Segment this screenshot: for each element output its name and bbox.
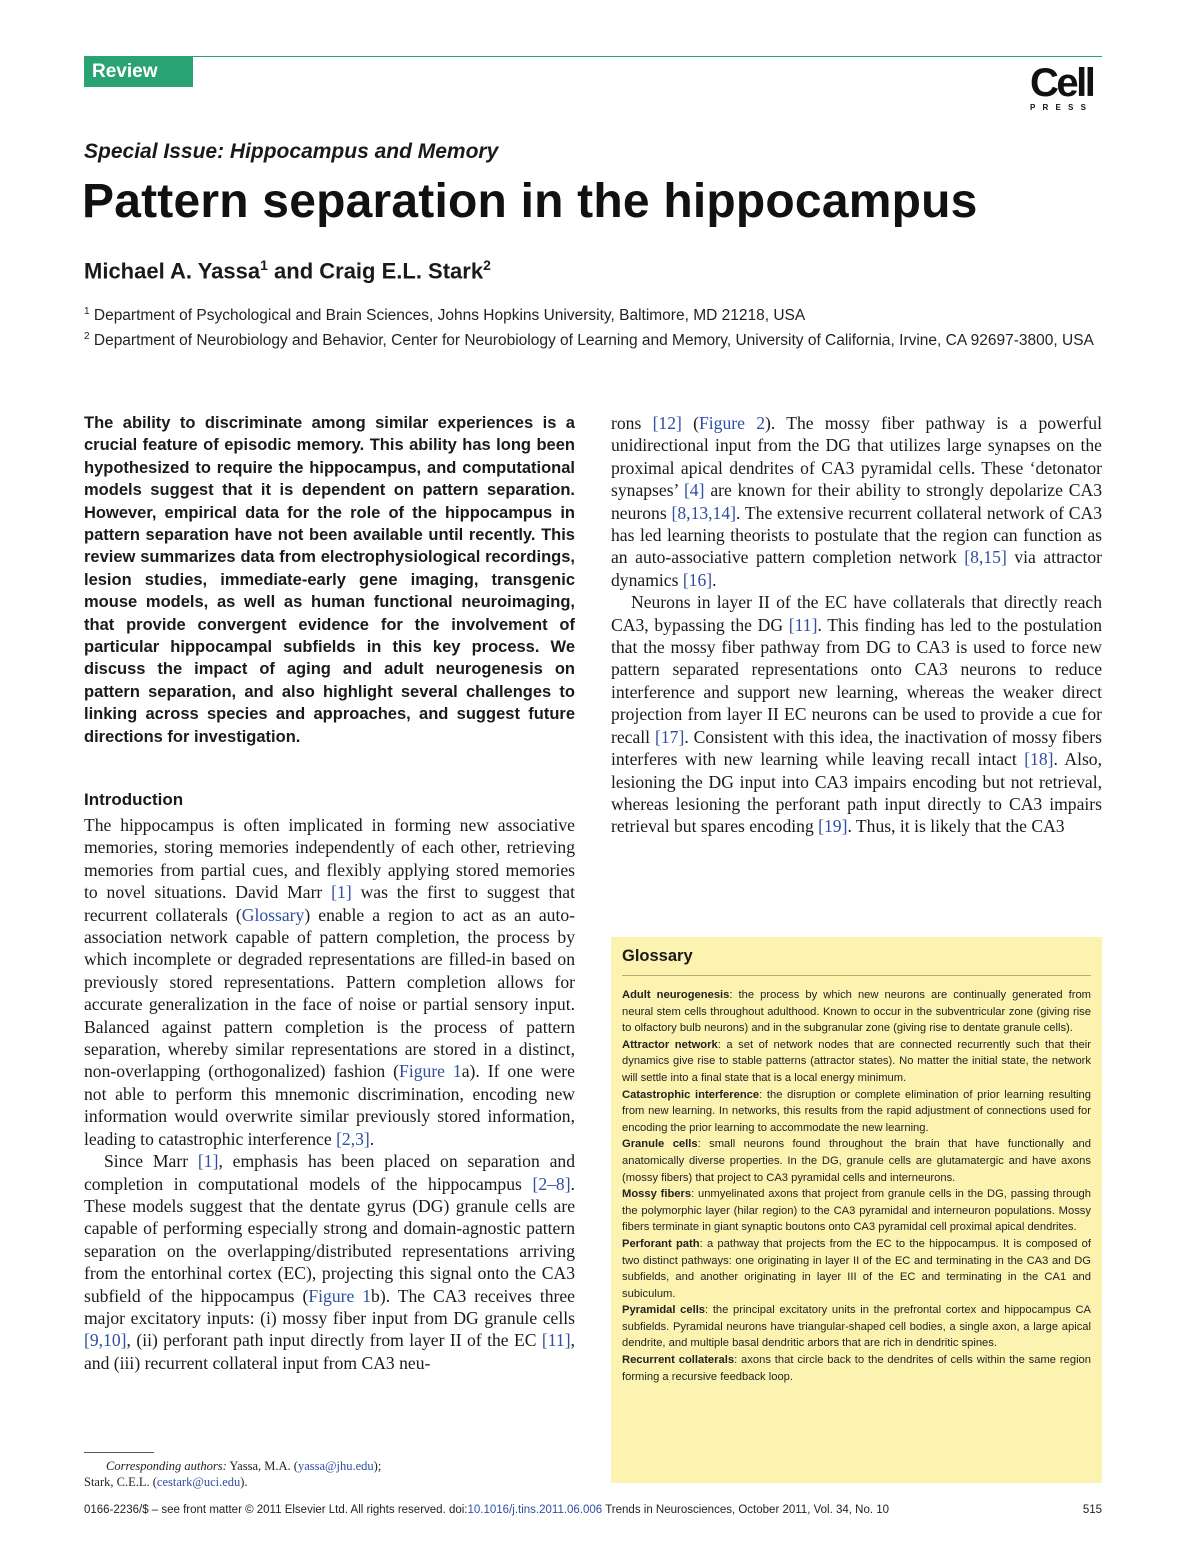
author-affil-mark: 2 (483, 257, 491, 273)
header-rule (84, 56, 1102, 57)
glossary-term: Catastrophic interference (622, 1088, 760, 1101)
glossary-definition: : the process by which new neurons are continually generated from neural stem cells throughout adulthood. Known to occur in the subventricular zone (giving rise to olfactory bulb neurons) and in the subgranular zone (giving rise to dentate granule cells). (622, 989, 1091, 1035)
footnote-label: Corresponding authors: (106, 1459, 227, 1473)
affiliation-mark: 2 (84, 330, 90, 342)
author-conjunction: and (267, 258, 320, 284)
author-line (84, 257, 491, 284)
section-heading-introduction: Introduction (84, 790, 184, 809)
glossary-term: Granule cells (622, 1138, 698, 1151)
glossary-term: Recurrent collaterals (622, 1354, 735, 1367)
glossary-definition: : a set of network nodes that are connected recurrently such that their dynamics give rise to stable patterns (attractor states). No matter the initial state, the network will settle into a final state that is a local energy minimum. (622, 1038, 1091, 1084)
citation-link[interactable]: [16] (682, 569, 713, 590)
glossary-link[interactable]: Glossary (241, 904, 305, 925)
review-tag: Review (84, 57, 193, 87)
glossary-definition: : unmyelinated axons that project from granule cells in the DG, passing through the polymorphic layer (hilar region) to the CA3 pyramidal and interneuron populations. Mossy fibers terminate in giant synaptic boutons onto CA3 pyramidal cell proximal apical dendrites. (622, 1188, 1091, 1234)
footnote-text: ). (240, 1475, 248, 1489)
author-name: Michael A. Yassa (84, 258, 261, 284)
glossary-term: Perforant path (622, 1237, 700, 1250)
citation-link[interactable]: [8,15] (964, 547, 1007, 568)
right-column-body (611, 412, 1102, 838)
glossary-term: Pyramidal cells (622, 1304, 706, 1317)
glossary-definition: : axons that circle back to the dendrites of cells within the same region forming a recursive feedback loop. (622, 1354, 1091, 1383)
figure-link[interactable]: Figure 2 (699, 413, 765, 433)
special-issue-label: Special Issue: Hippocampus and Memory (84, 140, 499, 163)
email-link[interactable]: yassa@jhu.edu (297, 1459, 374, 1473)
affiliations (84, 302, 1104, 351)
glossary-definition: : the disruption or complete elimination of prior learning resulting from new learning. In networks, this results from the rapid adjustment of connections used for encoding the prior learning to accommodate the new learning. (622, 1088, 1091, 1134)
citation-link[interactable]: [4] (683, 480, 705, 501)
affiliation-text: Department of Neurobiology and Behavior, Center for Neurobiology of Learning and Memory, University of California, Irvine, CA 92697-3800, USA (93, 331, 1094, 349)
citation-link[interactable]: [11] (541, 1330, 571, 1351)
citation-link[interactable]: [1] (331, 882, 352, 903)
glossary-term: Mossy fibers (622, 1188, 692, 1201)
footnote-text: Stark, C.E.L. ( (84, 1475, 157, 1489)
citation-link[interactable]: [1] (197, 1151, 219, 1172)
glossary-definition: : small neurons found throughout the brain that have functionally and anatomically diverse properties. In the DG, granule cells are glutamatergic and have axons (mossy fibers) that project to CA3 pyramidal cells and interneurons. (622, 1138, 1091, 1184)
glossary-term: Attractor network (622, 1038, 718, 1051)
logo-press-text: PRESS (1030, 103, 1094, 112)
logo-cell-text: Cell (1030, 61, 1094, 105)
citation-link[interactable]: [2–8] (532, 1173, 571, 1194)
glossary-entry (622, 1087, 1091, 1137)
affiliation-text: Department of Psychological and Brain Sciences, Johns Hopkins University, Baltimore, MD 21218, USA (93, 307, 806, 325)
paragraph: Since Marr [1], emphasis has been placed on separation and completion in computational models of the hippocampus [2–8]. These models suggest that the dentate gyrus (DG) granule cells are capable of performing especially strong and domain-agnostic pattern separation on the overlapping/distributed representations arriving from the entorhinal cortex (EC), projecting this signal onto the CA3 subfield of the hippocampus (Figure 1b). The CA3 receives three major excitatory inputs: (i) mossy fiber input from DG granule cells [9,10], (ii) perforant path input directly from layer II of the EC [11], and (iii) recurrent collateral input from CA3 neu- (84, 1151, 575, 1373)
doi-link[interactable]: 10.1016/j.tins.2011.06.006 (467, 1504, 603, 1516)
author-name: Craig E.L. Stark (319, 258, 484, 284)
paragraph: rons [12] (Figure 2). The mossy fiber pathway is a powerful unidirectional input from the DG that utilizes large synapses on the proximal apical dendrites of CA3 pyramidal cells. These ‘detonator synapses’ [4] are known for their ability to strongly depolarize CA3 neurons [8,13,14]. The extensive recurrent collateral network of CA3 has led learning theorists to postulate that the region can function as an auto-associative pattern completion network [8,15] via attractor dynamics [16]. (611, 413, 1102, 590)
citation-link[interactable]: [9,10] (84, 1330, 127, 1351)
page-number: 515 (1082, 1504, 1102, 1516)
glossary-entry (622, 987, 1091, 1037)
footer-journal: Trends in Neurosciences, October 2011, Vol. 34, No. 10 (602, 1504, 890, 1516)
footnote-rule (84, 1452, 154, 1453)
page-footer (84, 1504, 889, 1516)
glossary-title: Glossary (622, 947, 693, 965)
glossary-entry (622, 1302, 1091, 1352)
email-link[interactable]: cestark@uci.edu (156, 1475, 241, 1489)
glossary-box (611, 937, 1102, 1483)
glossary-entry (622, 1037, 1091, 1087)
cell-press-logo (1030, 61, 1104, 112)
article-title: Pattern separation in the hippocampus (82, 175, 978, 228)
citation-link[interactable]: [12] (652, 413, 682, 433)
figure-link[interactable]: Figure 1 (308, 1285, 372, 1306)
citation-link[interactable]: [11] (788, 614, 818, 635)
glossary-term: Adult neurogenesis (622, 989, 730, 1001)
affiliation-2 (84, 327, 1104, 352)
footer-text: 0166-2236/$ – see front matter © 2011 Elsevier Ltd. All rights reserved. doi: (84, 1504, 468, 1516)
glossary-rule (622, 975, 1091, 976)
glossary-entry (622, 1136, 1091, 1186)
citation-link[interactable]: [8,13,14] (671, 502, 737, 523)
affiliation-mark: 1 (84, 306, 90, 317)
glossary-definition: : the principal excitatory units in the prefrontal cortex and hippocampus CA subfields. Pyramidal neurons have triangular-shaped cell bodies, a single axon, a large apical dendrite, and multiple basal dendritic arbors that are rich in dendritic spines. (622, 1304, 1091, 1350)
corresponding-authors-footnote (84, 1458, 575, 1490)
glossary-entry (622, 1236, 1091, 1302)
citation-link[interactable]: [2,3] (336, 1128, 370, 1149)
affiliation-1 (84, 302, 1104, 327)
figure-link[interactable]: Figure 1 (399, 1061, 462, 1082)
paragraph: The hippocampus is often implicated in forming new associative memories, storing memories independently of each other, retrieving memories from partial cues, and flexibly applying stored memories to novel situations. David Marr [1] was the first to suggest that recurrent collaterals (Glossary) enable a region to act as an auto-association network capable of pattern completion, the process by which incomplete or degraded representations are filled-in based on previously stored representations. Pattern completion allows for accurate generalization in the face of noise or partial sensory input. Balanced against pattern completion is the process of pattern separation, whereby similar representations are stored in a distinct, non-overlapping (orthogonalized) fashion (Figure 1a). If one were not able to perform this mnemonic discrimination, encoding new information would overwrite similar previously stored information, leading to catastrophic interference [2,3]. (84, 815, 575, 1149)
glossary-definition: : a pathway that projects from the EC to the hippocampus. It is composed of two distinct pathways: one originating in layer II of the EC and terminating in the CA3 and DG subfields, and another originating in layer III of the EC and terminating in the CA1 and subiculum. (622, 1237, 1091, 1300)
citation-link[interactable]: [17] (655, 726, 685, 747)
paragraph: Neurons in layer II of the EC have collaterals that directly reach CA3, bypassing the DG [11]. This finding has led to the postulation that the mossy fiber pathway from DG to CA3 is used to force new pattern separated representations onto CA3 neurons to reduce interference and support new learning, whereas the weaker direct projection from layer II EC neurons can be used to provide a cue for recall [17]. Consistent with this idea, the inactivation of mossy fibers interferes with new learning while leaving recall intact [18]. Also, lesioning the DG input into CA3 impairs encoding but not retrieval, whereas lesioning the perforant path input directly to CA3 impairs retrieval but spares encoding [19]. Thus, it is likely that the CA3 (611, 592, 1103, 837)
left-column-body (84, 814, 575, 1374)
footnote-text: ); (373, 1459, 382, 1473)
abstract: The ability to discriminate among similar experiences is a crucial feature of episodic memory. This ability has long been hypothesized to require the hippocampus, and computational models suggest that it is dependent on pattern separation. However, empirical data for the role of the hippocampus in pattern separation have not been available until recently. This review summarizes data from electrophysiological recordings, lesion studies, immediate-early gene imaging, transgenic mouse models, as well as human functional neuroimaging, that provide convergent evidence for the involvement of particular hippocampal subfields in this key process. We discuss the impact of aging and adult neurogenesis on pattern separation, and also highlight several challenges to linking across species and approaches, and suggest future directions for investigation. (84, 414, 575, 746)
glossary-entry (622, 1186, 1091, 1236)
glossary-entry (622, 1352, 1091, 1385)
citation-link[interactable]: [19] (818, 816, 848, 837)
footnote-text: Yassa, M.A. ( (226, 1459, 298, 1473)
author-affil-mark: 1 (260, 257, 268, 273)
citation-link[interactable]: [18] (1024, 749, 1054, 770)
